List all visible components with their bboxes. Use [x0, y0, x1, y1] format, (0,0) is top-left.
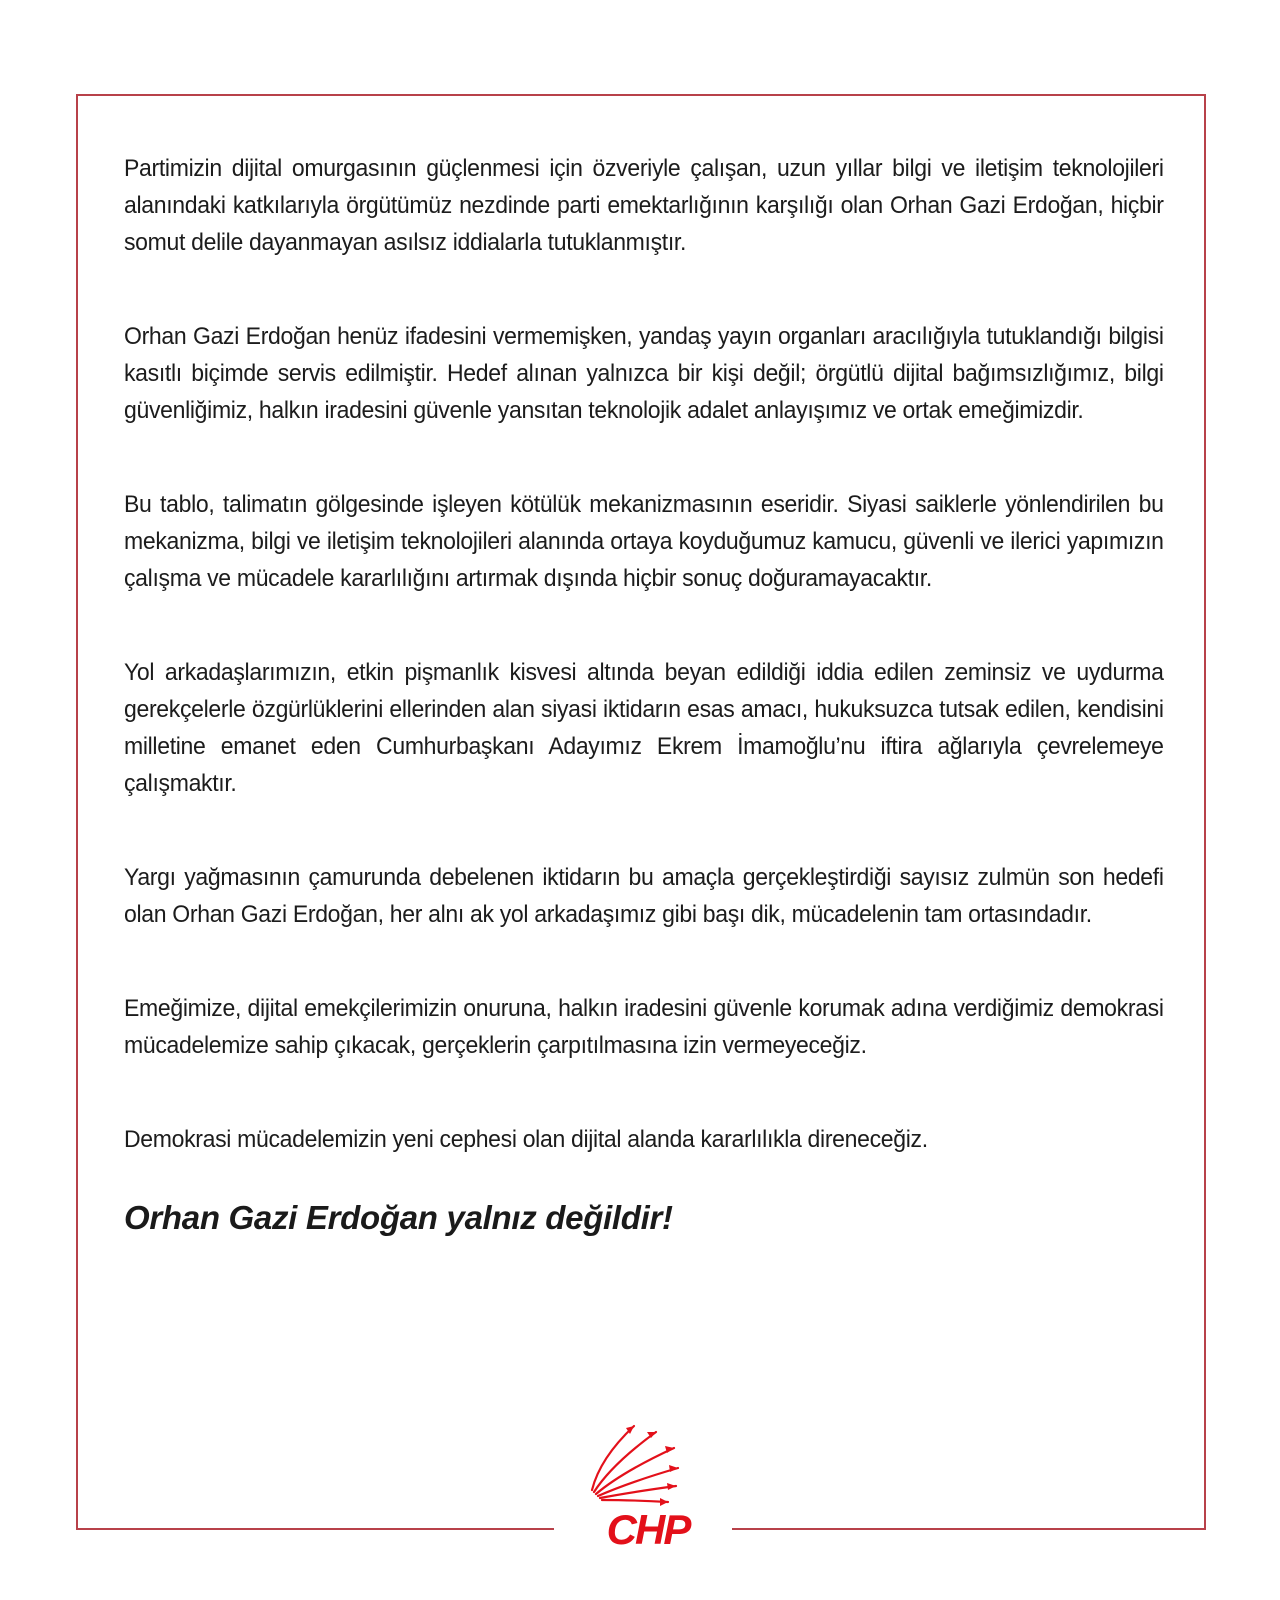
paragraph-6: Emeğimize, dijital emekçilerimizin onuruna, halkın iradesini güvenle korumak adına verdiğimiz demokrasi mücadelemize sahip çıkacak, gerçeklerin çarpıtılmasına izin vermeyeceğiz.	[124, 995, 1164, 1059]
statement-body	[124, 150, 1164, 1238]
chp-logo	[582, 1418, 706, 1558]
paragraph-3: Bu tablo, talimatın gölgesinde işleyen kötülük mekanizmasının eseridir. Siyasi saiklerle yönlendirilen bu mekanizma, bilgi ve iletişim teknolojileri alanında ortaya koyduğumuz kamucu, güvenli ve ilerici yapımızın çalışma ve mücadele kararlılığını artırmak dışında hiçbir sonuç doğuramayacaktır.	[124, 491, 1164, 592]
six-arrows-icon	[582, 1418, 706, 1514]
paragraph-1: Partimizin dijital omurgasının güçlenmesi için özveriyle çalışan, uzun yıllar bilgi ve iletişim teknolojileri alanındaki katkılarıyla örgütümüz nezdinde parti emektarlığının karşılığı olan Orhan Gazi Erdoğan, hiçbir somut delile dayanmayan asılsız iddialarla tutuklanmıştır.	[124, 155, 1164, 256]
slogan: Orhan Gazi Erdoğan yalnız değildir!	[124, 1199, 673, 1236]
chp-logo-text: CHP	[606, 1506, 690, 1553]
paragraph-4: Yol arkadaşlarımızın, etkin pişmanlık kisvesi altında beyan edildiği iddia edilen zeminsiz ve uydurma gerekçelerle özgürlüklerini ellerinden alan siyasi iktidarın esas amacı, hukuksuzca tutsak edilen, kendisini milletine emanet eden Cumhurbaşkanı Adayımız Ekrem İmamoğlu’nu iftira ağlarıyla çevrelemeye çalışmaktır.	[124, 659, 1164, 797]
paragraph-5: Yargı yağmasının çamurunda debelenen iktidarın bu amaçla gerçekleştirdiği sayısız zulmün son hedefi olan Orhan Gazi Erdoğan, her alnı ak yol arkadaşımız gibi başı dik, mücadelenin tam ortasındadır.	[124, 864, 1164, 928]
paragraph-7: Demokrasi mücadelemizin yeni cephesi olan dijital alanda kararlılıkla direneceğiz.	[124, 1126, 928, 1153]
paragraph-2: Orhan Gazi Erdoğan henüz ifadesini vermemişken, yandaş yayın organları aracılığıyla tutuklandığı bilgisi kasıtlı biçimde servis edilmiştir. Hedef alınan yalnızca bir kişi değil; örgütlü dijital bağımsızlığımız, bilgi güvenliğimiz, halkın iradesini güvenle yansıtan teknolojik adalet anlayışımız ve ortak emeğimizdir.	[124, 323, 1164, 424]
